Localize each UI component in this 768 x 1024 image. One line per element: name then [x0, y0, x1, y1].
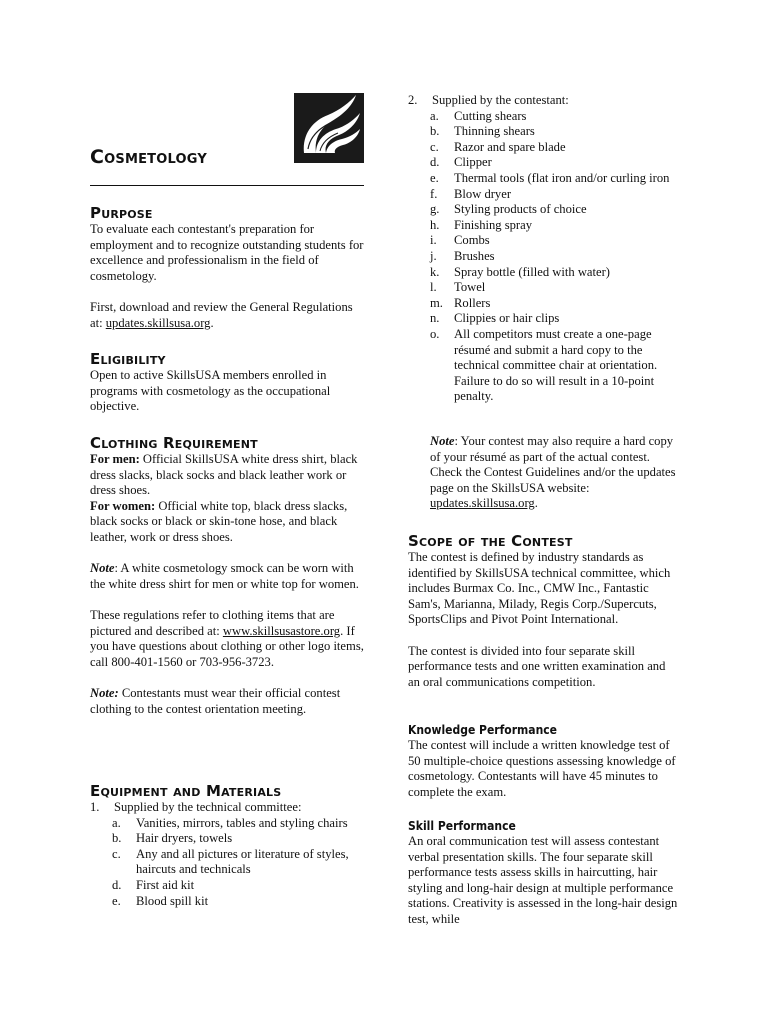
equipment-heading: Equipment and Materials [90, 782, 282, 800]
orientation-note: Note: Contestants must wear their official contest clothing to the contest orientation meeting. [90, 685, 341, 716]
list-item: k. Spray bottle (filled with water) [430, 264, 610, 279]
list-item: d. Clipper [430, 155, 492, 170]
skillsusa-store-link[interactable]: www.skillsusastore.org [222, 623, 341, 638]
list-item: j. Brushes [430, 248, 495, 263]
scope-divisions-text: The contest is divided into four separate skill performance tests and one written examination and an oral communications competition. [408, 643, 666, 689]
contestant-supplies [408, 93, 680, 405]
list-item: n. Clippies or hair clips [430, 311, 560, 326]
purpose-section [90, 204, 364, 331]
list-item: f. Blow dryer [430, 186, 512, 201]
list-item: a. Vanities, mirrors, tables and styling chairs [112, 815, 348, 830]
eligibility-section [90, 350, 364, 415]
skill-heading: Skill Performance [408, 819, 516, 833]
list-item: b. Thinning shears [430, 124, 535, 139]
list-item: e. Thermal tools (flat iron and/or curling iron [430, 170, 670, 185]
knowledge-heading: Knowledge Performance [408, 723, 558, 737]
women-clothing-text: For women: Official white top, black dress slacks, black socks or black or skin-tone hose, and black leather, work or dress shoes. [90, 498, 348, 544]
knowledge-section [408, 723, 680, 800]
equipment-section [90, 782, 364, 909]
updates-link[interactable]: updates.skillsusa.org [430, 496, 535, 511]
committee-supplies-list [90, 816, 364, 910]
title-rule [90, 185, 364, 186]
smock-note: Note: A white cosmetology smock can be worn with the white dress shirt for men or white top for women. [90, 561, 359, 591]
list-item: c. Any and all pictures or literature of styles, haircuts and technicals [112, 846, 349, 877]
knowledge-text: The contest will include a written knowledge test of 50 multiple-choice questions assessing knowledge of cosmetology. Contestants will have 45 minutes to complete the exam. [408, 738, 676, 799]
clothing-regulations-text: These regulations refer to clothing items that are pictured and described at: www.skillsusastore.org. If you have questions about clothing or other logo items, call 800-401-1560 or 703-956-3723. [90, 607, 364, 669]
list-item: e. Blood spill kit [112, 893, 209, 908]
purpose-heading: Purpose [90, 204, 153, 222]
equipment-list-contestant [408, 93, 680, 109]
clothing-section [90, 434, 364, 717]
scope-section [408, 532, 680, 690]
page-title: Cosmetology [90, 146, 207, 168]
skillsusa-flame-logo-icon [294, 93, 364, 163]
list-item: i. Combs [430, 233, 490, 248]
list-item: b. Hair dryers, towels [112, 831, 233, 846]
regulations-link[interactable]: updates.skillsusa.org [105, 315, 211, 330]
equipment-list-committee [90, 800, 364, 816]
list-item: l. Towel [430, 280, 486, 295]
scope-text: The contest is defined by industry standards as identified by SkillsUSA technical committee, which includes Burmax Co. Inc., CMW Inc., Fantastic Sam's, Marianna, Milady, Regis Corp./Supercuts, SportsClips and Pivot Point International. [408, 550, 671, 627]
contestant-supplies-list [408, 109, 680, 405]
regulations-paragraph: First, download and review the General Regulations at: updates.skillsusa.org. [90, 299, 353, 330]
resume-note: Note: Your contest may also require a hard copy of your résumé as part of the actual contest. Check the Contest Guidelines and/or the updates page on the SkillsUSA website: updates.skillsusa.org. [430, 434, 676, 511]
eligibility-text: Open to active SkillsUSA members enrolled in programs with cosmetology as the occupational objective. [90, 368, 331, 414]
clothing-heading: Clothing Requirement [90, 434, 258, 452]
skill-text: An oral communication test will assess contestant verbal presentation skills. The four separate skill performance tests assess skills in haircutting, hair styling and long-hair design at multiple performance stations. Creativity is assessed in the long-hair design test, while [408, 834, 678, 926]
scope-heading: Scope of the Contest [408, 532, 573, 550]
purpose-text: To evaluate each contestant's preparation for employment and to recognize outstanding students for excellence and professionalism in the field of cosmetology. [90, 222, 364, 283]
list-item: 2. Supplied by the contestant: [408, 93, 569, 107]
eligibility-heading: Eligibility [90, 350, 166, 368]
list-item: d. First aid kit [112, 877, 195, 892]
list-item: g. Styling products of choice [430, 202, 587, 217]
list-item: m. Rollers [430, 295, 491, 310]
list-item: 1. Supplied by the technical committee: [90, 800, 302, 814]
list-item: o. All competitors must create a one-page résumé and submit a hard copy to the technical committee chair at orientation. Failure to do so will result in a 10-point penalty. [430, 326, 658, 404]
men-clothing-text: For men: Official SkillsUSA white dress shirt, black dress slacks, black socks and black leather work or dress shoes. [90, 452, 358, 498]
list-item: c. Razor and spare blade [430, 139, 566, 154]
list-item: h. Finishing spray [430, 217, 533, 232]
list-item: a. Cutting shears [430, 108, 527, 123]
skill-section [408, 819, 680, 928]
